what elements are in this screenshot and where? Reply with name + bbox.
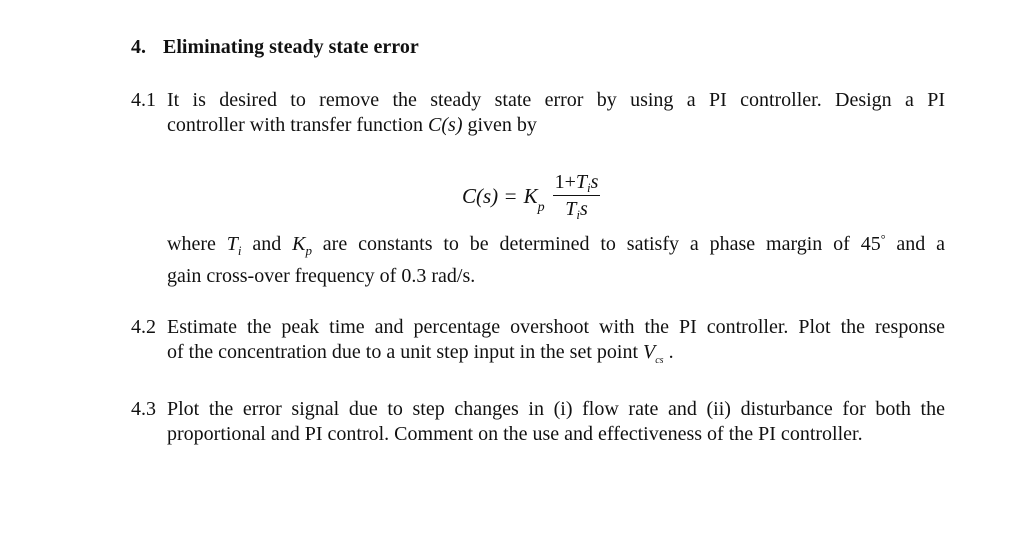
question-number: 4.2 (131, 316, 156, 338)
section-title: Eliminating steady state error (163, 36, 419, 58)
equation-denominator: $T_is$ (565, 198, 588, 222)
section-number: 4. (131, 36, 146, 58)
math-kp: $K_p$ (292, 233, 312, 258)
math-vcs: $V_{cs}$ (643, 341, 664, 366)
question-body (167, 315, 945, 365)
question-number: 4.3 (131, 398, 156, 420)
section-heading (131, 36, 419, 59)
question-4-1-continuation (131, 232, 945, 289)
question-body (167, 397, 945, 447)
equation-fraction (553, 170, 601, 222)
question-text-line: Estimate the peak time and percentage overshoot with the PI controller. Plot the response (167, 316, 945, 338)
question-text-line: where $T_i$ and $K_p$ are constants to be determined to satisfy a phase margin of 45° and a (167, 232, 945, 258)
equation-numerator: $1+T_is$ (554, 171, 599, 195)
math-c-of-s: C(s) (428, 114, 463, 136)
phase-margin-value: 45° (860, 232, 886, 255)
transfer-function-equation (462, 166, 600, 226)
question-4-2 (131, 315, 945, 365)
question-text-line: controller with transfer function C(s) given by (167, 114, 537, 136)
equation-lhs: C(s) = (462, 183, 518, 208)
question-4-1 (131, 88, 945, 138)
question-body (167, 88, 945, 138)
question-text-line: proportional and PI control. Comment on the use and effectiveness of the PI controller. (167, 423, 863, 445)
equation-gain: $K_p$ (523, 183, 545, 215)
question-number: 4.1 (131, 89, 156, 111)
question-text-line: gain cross-over frequency of 0.3 rad/s. (167, 265, 476, 287)
question-4-3 (131, 397, 945, 447)
question-text-line: of the concentration due to a unit step input in the set point $V_{cs}$ . (167, 341, 674, 366)
math-ti: $T_i$ (226, 233, 242, 258)
question-text-line: It is desired to remove the steady state error by using a PI controller. Design a PI (167, 89, 945, 111)
question-text-line: Plot the error signal due to step changes in (i) flow rate and (ii) disturbance for both the (167, 398, 945, 420)
